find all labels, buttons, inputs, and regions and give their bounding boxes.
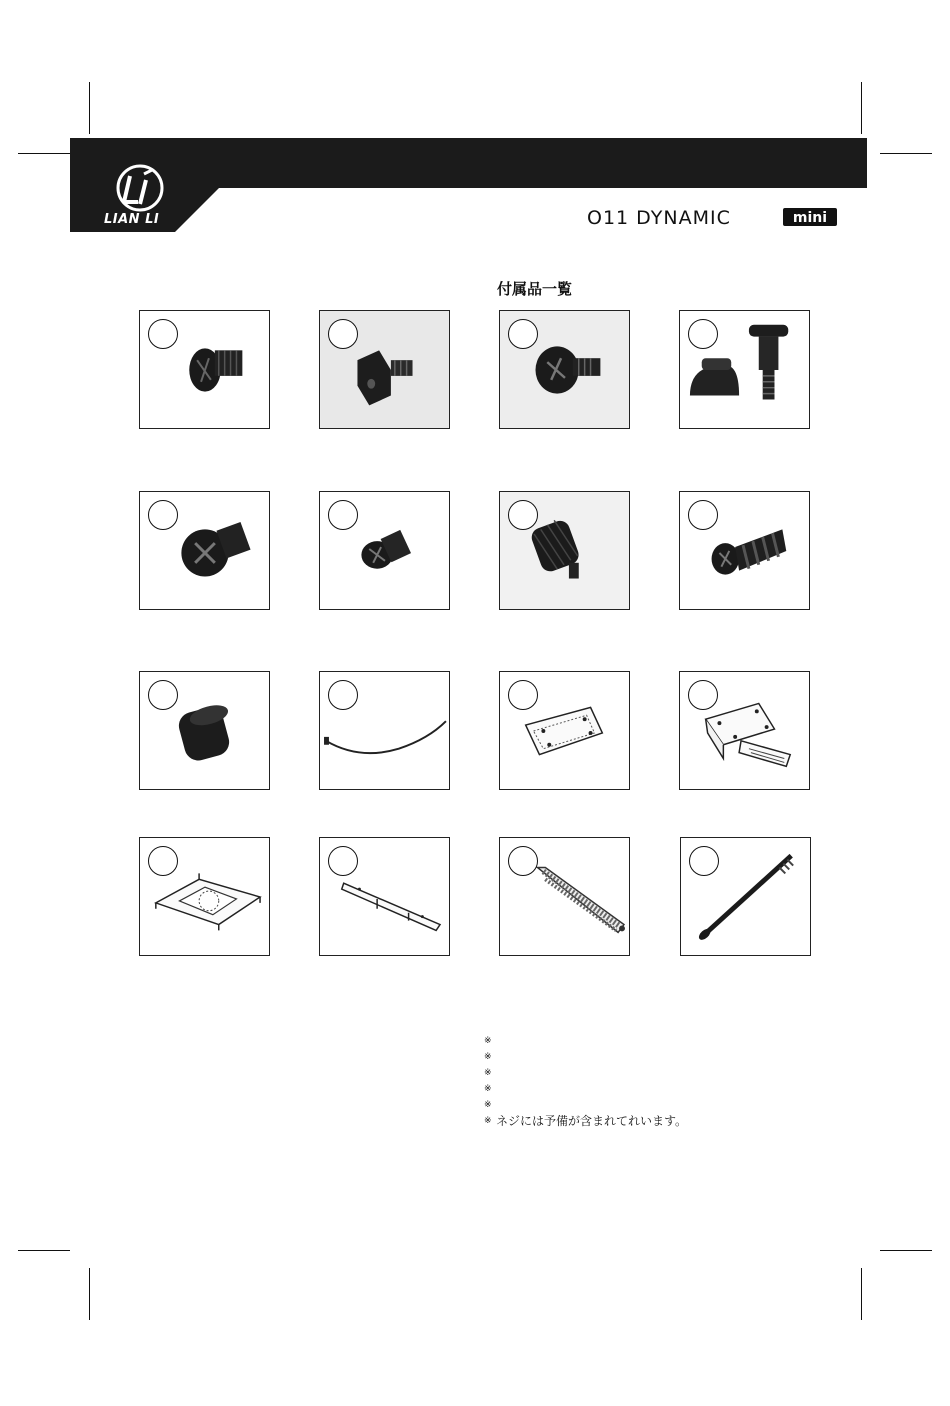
crop-mark bbox=[880, 1250, 932, 1251]
page-title: 付属品一覧 bbox=[497, 280, 573, 298]
note-item: ※ bbox=[484, 1100, 492, 1110]
product-logo bbox=[585, 204, 840, 232]
product-name: O11 DYNAMIC bbox=[587, 207, 731, 229]
accessory-item bbox=[679, 491, 810, 610]
accessory-item bbox=[139, 310, 270, 429]
item-marker bbox=[148, 500, 178, 530]
item-marker bbox=[508, 680, 538, 710]
item-marker bbox=[689, 846, 719, 876]
crop-mark bbox=[89, 1268, 90, 1320]
crop-mark bbox=[89, 82, 90, 134]
brand-logo-text: LIAN LI bbox=[104, 212, 160, 227]
accessory-item bbox=[680, 837, 811, 956]
crop-mark bbox=[18, 1250, 70, 1251]
accessory-item bbox=[319, 310, 450, 429]
item-marker bbox=[508, 500, 538, 530]
accessory-item bbox=[139, 491, 270, 610]
note-item: ※ bbox=[484, 1084, 492, 1094]
crop-mark bbox=[861, 1268, 862, 1320]
crop-mark bbox=[861, 82, 862, 134]
note-item: ※ bbox=[484, 1036, 492, 1046]
item-marker bbox=[688, 319, 718, 349]
item-marker bbox=[508, 319, 538, 349]
item-marker bbox=[688, 680, 718, 710]
product-badge: mini bbox=[792, 210, 828, 226]
note-item: ※ ネジには予備が含まれてれいます。 bbox=[484, 1114, 688, 1128]
note-item: ※ bbox=[484, 1052, 492, 1062]
item-marker bbox=[328, 500, 358, 530]
notes-list bbox=[484, 1033, 687, 1129]
header-bar bbox=[70, 138, 867, 188]
accessory-item bbox=[139, 671, 270, 790]
accessory-item bbox=[679, 310, 810, 429]
accessory-item bbox=[139, 837, 270, 956]
note-item: ※ bbox=[484, 1068, 492, 1078]
accessory-item bbox=[319, 671, 450, 790]
crop-mark bbox=[18, 153, 70, 154]
item-marker bbox=[148, 319, 178, 349]
item-marker bbox=[148, 846, 178, 876]
accessory-item bbox=[499, 837, 630, 956]
accessory-item bbox=[499, 491, 630, 610]
accessory-item bbox=[679, 671, 810, 790]
accessory-item bbox=[499, 671, 630, 790]
item-marker bbox=[148, 680, 178, 710]
item-marker bbox=[328, 846, 358, 876]
item-marker bbox=[688, 500, 718, 530]
accessory-item bbox=[319, 837, 450, 956]
crop-mark bbox=[880, 153, 932, 154]
item-marker bbox=[508, 846, 538, 876]
item-marker bbox=[328, 319, 358, 349]
accessory-item bbox=[319, 491, 450, 610]
item-marker bbox=[328, 680, 358, 710]
accessory-item bbox=[499, 310, 630, 429]
